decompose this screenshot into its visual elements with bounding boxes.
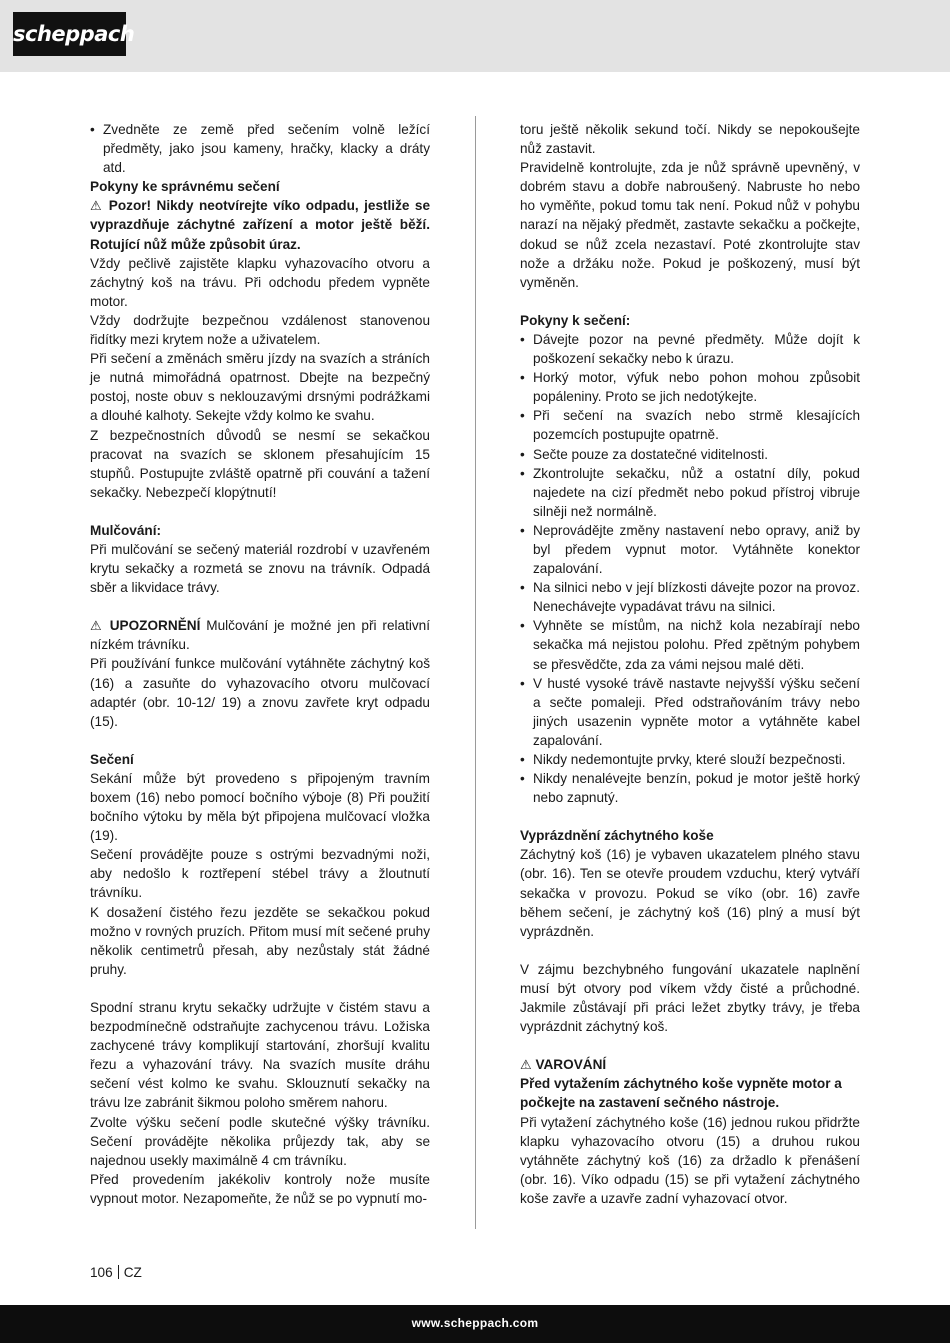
paragraph-gap [90,731,430,750]
section-heading: Před vytažením záchytného koše vypněte motor a počkejte na zastavení sečného nástroje. [520,1076,842,1111]
body-paragraph: Vždy dodržujte bezpečnou vzdálenost stanovenou řidítky mezi krytem nože a uživatelem. [90,312,430,348]
bullet-text: Neprovádějte změny nastavení nebo opravy, aniž by byl předem vypnut motor. Vytáhněte konektor zapalování. [533,522,860,577]
body-paragraph: Před provedením jakékoliv kontroly nože musíte vypnout motor. Nezapomeňte, že nůž se po vypnutí mo- [90,1171,430,1206]
bullet-text: V husté vysoké trávě nastavte nejvyšší výšku sečení a sečte pomaleji. Před odstraňováním trávy nebo jiných usazenin vypněte motor a vytáhněte kabel zapalování. [533,675,860,748]
bullet-text: Při sečení na svazích nebo strmě klesajících pozemcích postupujte opatrně. [533,408,860,443]
body-paragraph: Záchytný koš (16) je vybaven ukazatelem plného stavu (obr. 16). Ten se otevře proudem vzduchu, který vytváří sekačka v provozu. Pokud se víko (obr. 16) zavře během sečení, je záchytný koš (16) plný a musí být vyprázdněn. [520,847,860,939]
section-heading: Sečení [90,751,134,767]
body-paragraph: Sekání může být provedeno s připojeným travním boxem (16) nebo pomocí bočního výboje (8) Při použití bočního výtoku by měla být připojena mulčovací vložka (19). [90,770,430,844]
page-language: CZ [123,1265,142,1280]
warning-heading [520,1055,860,1074]
left-text-column [90,120,430,1208]
page-number: 106 [90,1265,113,1280]
paragraph-gap [90,502,430,521]
section-heading: Pokyny k sečení: [520,312,631,328]
notice-text: Mulčování je možné jen při relativní nízkém trávníku. [90,618,431,653]
bullet-item [520,750,860,769]
body-paragraph: Spodní stranu krytu sekačky udržujte v čistém stavu a bezpodmínečně odstraňujte zachycenou trávu. Ložiska zachycené trávy komplikují startování, zhoršují kvalitu řezu a vyhazování trávy. Na svazích musíte dráhu sečení vést kolmo ke svahu. Sklouznutí sekačky na trávu lze zabránit šikmou poloho směrem nahoru. [90,999,430,1111]
bullet-item [520,464,860,521]
paragraph-gap [520,1036,860,1055]
warning-triangle-icon: ⚠ [520,1057,532,1073]
bullet-item [520,674,860,750]
bullet-text: Nikdy nenalévejte benzín, pokud je motor ještě horký nebo zapnutý. [533,771,860,806]
notice-paragraph [90,616,430,654]
section-heading: Vyprázdnění záchytného koše [520,828,714,844]
paragraph-gap [520,807,860,826]
brand-logo: scheppach [13,12,126,56]
bullet-text: Sečte pouze za dostatečné viditelnosti. [533,446,769,462]
warning-triangle-icon: ⚠ [90,618,104,634]
bullet-item [520,616,860,673]
notice-label: UPOZORNĚNÍ [109,618,201,634]
section-heading: Pokyny ke správnému sečení [90,179,280,195]
bullet-dot-icon: • [90,122,95,137]
section-heading: Mulčování: [90,522,161,538]
warning-text: Pozor! Nikdy neotvírejte víko odpadu, jestliže se vyprazdňuje záchytné zařízení a motor ještě běží. Rotující nůž může způsobit úraz. [90,198,430,252]
bullet-dot-icon: • [520,370,525,386]
bullet-text: Na silnici nebo v její blízkosti dávejte pozor na provoz. Nenechávejte vypadávat trávu na silnici. [533,580,860,615]
right-text-column [520,120,860,1208]
warning-paragraph [90,196,430,253]
bullet-dot-icon: • [520,618,525,634]
bullet-item [520,578,860,616]
bullet-dot-icon: • [520,408,525,424]
bullet-item [520,406,860,444]
warning-heading-text: VAROVÁNÍ [535,1057,607,1073]
body-paragraph: V zájmu bezchybného fungování ukazatele naplnění musí být otvory pod víkem vždy čisté a průchodné. Jakmile zůstávají při práci ležet zbytky trávy, je třeba vyprázdnit záchytný koš. [520,961,860,1035]
page-footer-number [90,1265,142,1280]
body-paragraph: K dosažení čistého řezu jezděte se sekačkou pokud možno v rovných pruzích. Přitom musí mít sečené pruhy několik centimetrů přesah, aby nezůstaly stát žádné pruhy. [90,904,430,977]
bullet-dot-icon: • [520,580,525,596]
bullet-dot-icon: • [520,331,525,347]
paragraph-gap [90,979,430,998]
body-paragraph: Pravidelně kontrolujte, zda je nůž správně upevněný, v dobrém stavu a dobře nabroušený. Nabruste ho nebo ho vyměňte, pokud tomu tak není. Pokud nůž v pohybu narazí na nějaký předmět, zastavte sekačku a počkejte, dokud se nůž zcela nezastaví. Poté zkontrolujte stav nože a držáku nože. Pokud je poškozený, musí být vyměněn. [520,160,860,290]
body-paragraph: Při sečení a změnách směru jízdy na svazích a stráních je nutná mimořádná opatrnost. Dbejte na bezpečný postoj, noste obuv s neklouzavými drsnými podrážkami a dlouhé kalhoty. Sekejte vždy kolmo ke svahu. [90,351,430,424]
bullet-text: Horký motor, výfuk nebo pohon mohou způsobit popáleniny. Proto se jich nedotýkejte. [533,370,860,405]
bullet-text: Nikdy nedemontujte prvky, které slouží bezpečnosti. [533,752,846,767]
warning-triangle-icon: ⚠ [90,198,104,214]
footer-separator [118,1265,119,1279]
bullet-text: Vyhněte se místům, na nichž kola nezabírají nebo sekačka má nejistou polohu. Před zpětným pohybem se přesvědčte, zda za vámi nejsou malé děti. [533,618,860,672]
bullet-item [520,368,860,406]
bullet-text: Dávejte pozor na pevné předměty. Může dojít k poškození sekačky nebo k úrazu. [533,331,860,367]
bullet-dot-icon: • [520,675,525,691]
bullet-item [90,120,430,177]
body-paragraph: Sečení provádějte pouze s ostrými bezvadnými noži, aby nedošlo k roztřepení stébel trávy a žloutnutí trávníku. [90,847,430,901]
body-paragraph: Z bezpečnostních důvodů se nesmí se sekačkou pracovat na svazích se sklonem přesahujícím 15 stupňů. Postupujte zvláště opatrně při couvání a tažení sekačky. Nebezpečí klopýtnutí! [90,427,430,500]
bullet-text: Zkontrolujte sekačku, nůž a ostatní díly, pokud najedete na cizí předmět nebo pokud přístroj vibruje silněji než normálně. [533,465,860,519]
bullet-dot-icon: • [520,522,525,538]
body-paragraph: Zvolte výšku sečení podle skutečné výšky trávníku. Sečení provádějte několika průjezdy tak, aby se najednou usekly maximálně 4 cm trávníku. [90,1114,430,1168]
bullet-item [520,445,860,464]
website-url[interactable]: www.scheppach.com [411,1316,539,1330]
bullet-dot-icon: • [520,465,525,481]
bullet-dot-icon: • [520,446,525,462]
body-paragraph: Vždy pečlivě zajistěte klapku vyhazovacího otvoru a záchytný koš na trávu. Při odchodu předem vypněte motor. [90,255,430,309]
body-paragraph: Při vytažení záchytného koše (16) jednou rukou přidržte klapku vyhazovacího otvoru (15) a druhou rukou vytáhněte záchytný koš (16) za držadlo k přenášení (obr. 16). Víko odpadu (15) se při vytažení záchytného koše zavře a uzavře zadní vyhazovací otvor. [520,1114,860,1206]
paragraph-gap [520,292,860,311]
bullet-item [520,769,860,807]
bullet-dot-icon: • [520,771,525,787]
bullet-dot-icon: • [520,752,525,767]
body-paragraph: Při mulčování se sečený materiál rozdrobí v uzavřeném krytu sekačky a rozmetá se znovu na trávník. Odpadá sběr a likvidace trávy. [90,541,430,596]
column-divider [475,116,476,1229]
footer-bar [0,1305,950,1343]
paragraph-gap [90,597,430,616]
bullet-text: Zvedněte ze země před sečením volně ležící předměty, jako jsou kameny, hračky, klacky a dráty atd. [103,122,430,176]
body-paragraph: Při používání funkce mulčování vytáhněte záchytný koš (16) a zasuňte do vyhazovacího otvoru mulčovací adaptér (obr. 10-12/ 19) a znovu zavřete kryt odpadu (15). [90,656,430,729]
bullet-item [520,521,860,578]
bullet-item [520,330,860,368]
paragraph-gap [520,941,860,960]
page-header [0,0,950,72]
body-paragraph: toru ještě několik sekund točí. Nikdy se nepokoušejte nůž zastavit. [520,122,860,157]
